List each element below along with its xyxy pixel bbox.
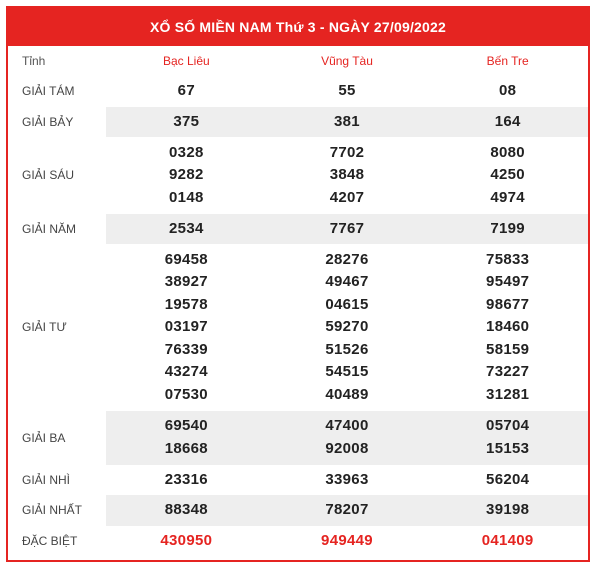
prize-number: 88348 [164,501,208,518]
prize-number: 92008 [325,439,369,457]
prize-number: 39198 [486,501,530,518]
prize-number: 54515 [325,363,369,380]
prize-cell [106,495,267,526]
prize-cell [427,411,588,465]
prize-number: 3848 [329,166,365,183]
province-column-header: Tỉnh [22,54,46,68]
prize-number: 430950 [160,531,213,549]
prize-cell [267,107,428,138]
prize-number: 69540 [164,417,208,434]
prize-label: GIẢI NĂM [8,214,106,245]
prize-cell [267,526,428,557]
province-bac-lieu[interactable]: Bạc Liêu [162,54,210,68]
prize-label: GIẢI BA [8,411,106,465]
results-table [8,46,588,556]
prize-cell [427,214,588,245]
prize-cell [106,244,267,411]
prize-label: GIẢI TÁM [8,76,106,107]
prize-number: 4207 [329,188,365,206]
prize-row-giai-sau [8,137,588,214]
prize-number: 19578 [164,295,208,313]
prize-number: 31281 [486,385,530,403]
prize-cell [267,411,428,465]
prize-number: 0328 [169,143,204,161]
prize-number: 76339 [164,340,208,358]
prize-number: 33963 [325,470,369,488]
prize-row-dac-biet [8,526,588,557]
prize-number: 59270 [325,318,369,335]
prize-row-giai-tam [8,76,588,107]
prize-number: 7767 [329,219,365,237]
prize-row-giai-bay [8,107,588,138]
prize-number: 78207 [325,501,369,518]
prize-number: 05704 [486,417,530,434]
prize-cell [106,76,267,107]
prize-number: 03197 [164,318,208,335]
prize-number: 0148 [169,188,204,206]
page-title: XỔ SỐ MIỀN NAM Thứ 3 - NGÀY 27/09/2022 [8,8,588,46]
prize-cell [427,465,588,496]
prize-cell [267,76,428,107]
prize-cell [106,137,267,214]
province-ben-tre[interactable]: Bến Tre [486,54,529,68]
prize-cell [427,76,588,107]
prize-label: GIẢI SÁU [8,137,106,214]
prize-number: 381 [334,112,360,130]
prize-number: 47400 [325,417,369,434]
prize-number: 4974 [490,188,525,206]
prize-cell [267,137,428,214]
prize-label: GIẢI NHÌ [8,465,106,496]
prize-number: 04615 [325,295,369,313]
prize-number: 56204 [486,470,530,488]
prize-number: 8080 [490,143,525,161]
prize-cell [427,526,588,557]
prize-number: 55 [338,82,356,99]
prize-number: 15153 [486,439,530,457]
prize-number: 67 [177,82,195,99]
prize-number: 69458 [164,250,208,268]
prize-cell [106,526,267,557]
prize-label: GIẢI BẢY [8,107,106,138]
prize-number: 041409 [481,531,534,549]
prize-number: 23316 [164,470,208,488]
prize-cell [427,495,588,526]
prize-row-giai-nam [8,214,588,245]
prize-number: 38927 [164,273,208,290]
prize-label: GIẢI NHẤT [8,495,106,526]
prize-cell [106,465,267,496]
prize-number: 75833 [486,250,530,268]
table-header-row [8,46,588,76]
prize-number: 7702 [329,143,365,161]
prize-number: 18668 [164,439,208,457]
prize-number: 2534 [169,219,204,237]
prize-row-giai-nhat [8,495,588,526]
prize-number: 49467 [325,273,369,290]
prize-number: 08 [499,82,517,99]
prize-number: 18460 [486,318,530,335]
prize-number: 51526 [325,340,369,358]
prize-row-giai-nhi [8,465,588,496]
prize-number: 58159 [486,340,530,358]
prize-cell [267,495,428,526]
prize-label: ĐẶC BIỆT [8,526,106,557]
prize-label: GIẢI TƯ [8,244,106,411]
prize-cell [427,107,588,138]
prize-number: 98677 [486,295,530,313]
prize-number: 949449 [321,531,373,549]
prize-number: 28276 [325,250,369,268]
prize-cell [267,214,428,245]
prize-row-giai-tu [8,244,588,411]
prize-number: 7199 [490,219,525,237]
prize-cell [267,465,428,496]
prize-number: 43274 [164,363,208,380]
results-table-frame [6,6,590,562]
prize-number: 40489 [325,385,369,403]
prize-number: 73227 [486,363,530,380]
prize-cell [106,411,267,465]
prize-cell [427,244,588,411]
prize-cell [267,244,428,411]
province-vung-tau[interactable]: Vũng Tàu [321,54,373,68]
prize-cell [106,107,267,138]
prize-cell [106,214,267,245]
prize-number: 95497 [486,273,530,290]
prize-number: 07530 [164,385,208,403]
prize-number: 375 [173,112,200,130]
prize-cell [427,137,588,214]
prize-number: 9282 [169,166,204,183]
prize-row-giai-ba [8,411,588,465]
prize-number: 164 [494,112,521,130]
prize-number: 4250 [490,166,525,183]
